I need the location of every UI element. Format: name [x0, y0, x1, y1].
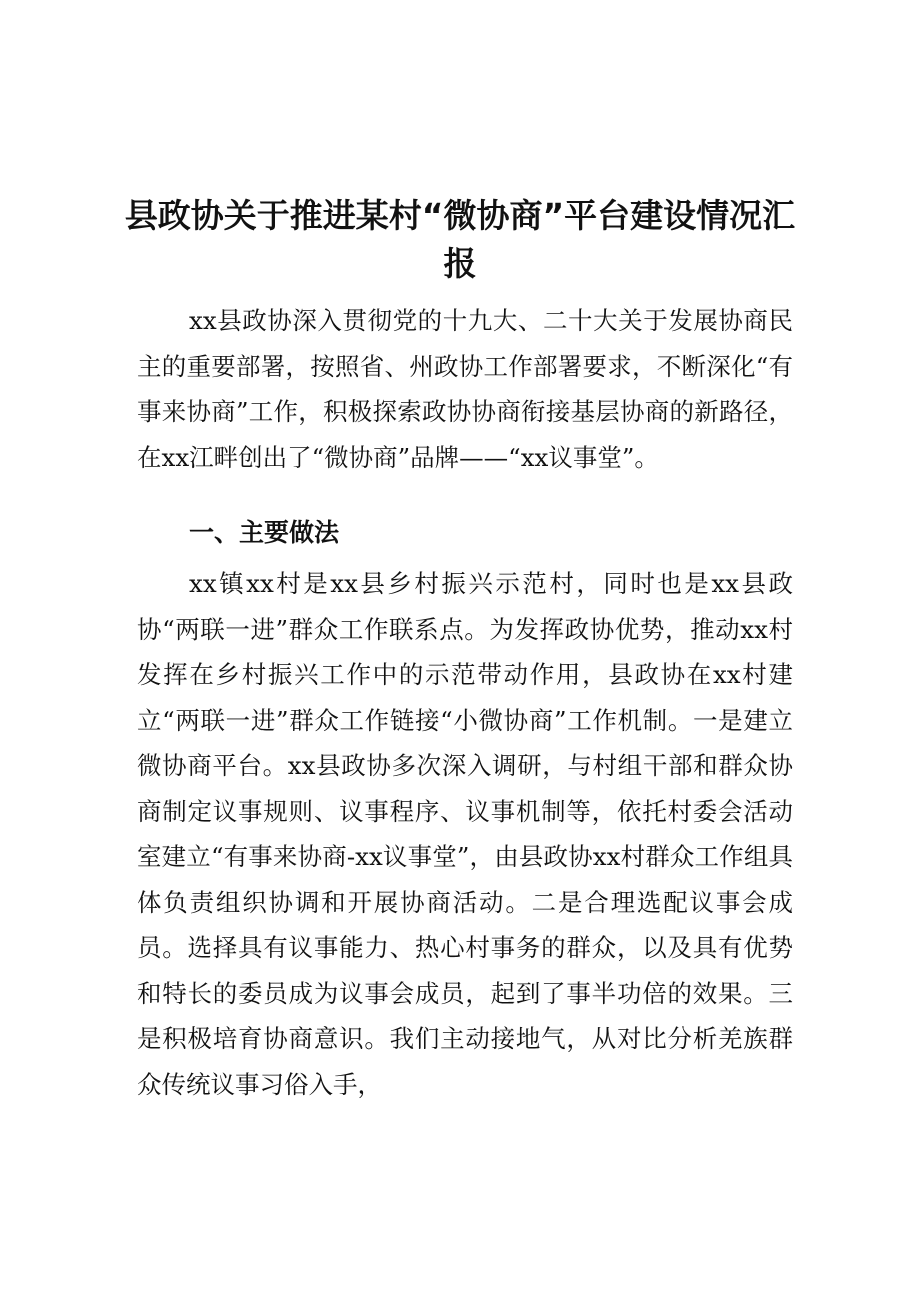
intro-paragraph: xx县政协深入贯彻党的十九大、二十大关于发展协商民主的重要部署，按照省、州政协工作部署要求，不断深化“有事来协商”工作，积极探索政协协商衔接基层协商的新路径，在xx江畔创出了“微协商”品牌——“xx议事堂”。 — [137, 306, 793, 472]
body-paragraph: xx镇xx村是xx县乡村振兴示范村，同时也是xx县政协“两联一进”群众工作联系点。为发挥政协优势，推动xx村发挥在乡村振兴工作中的示范带动作用，县政协在xx村建立“两联一进”群众工作链接“小微协商”工作机制。一是建立微协商平台。xx县政协多次深入调研，与村组干部和群众协商制定议事规则、议事程序、议事机制等，依托村委会活动室建立“有事来协商-xx议事堂”，由县政协xx村群众工作组具体负责组织协调和开展协商活动。二是合理选配议事会成员。选择具有议事能力、热心村事务的群众，以及具有优势和特长的委员成为议事会成员，起到了事半功倍的效果。三是积极培育协商意识。我们主动接地气，从对比分析羌族群众传统议事习俗入手， — [137, 569, 793, 1099]
document-title: 县政协关于推进某村“微协商”平台建设情况汇报 — [124, 196, 796, 283]
section-heading: 一、主要做法 — [189, 518, 340, 547]
